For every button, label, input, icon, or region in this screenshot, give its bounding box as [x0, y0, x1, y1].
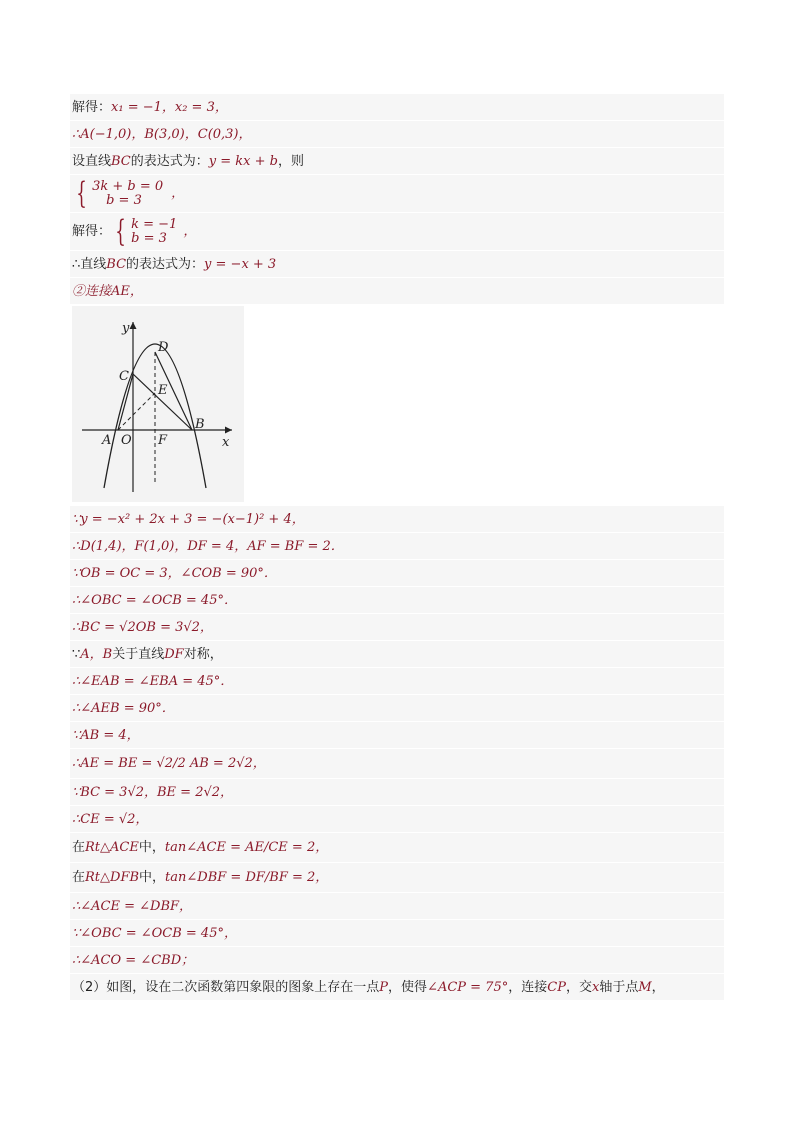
math: ∵AB = 4，	[72, 727, 140, 743]
solution-line	[70, 614, 724, 641]
label-f: F	[158, 433, 168, 448]
parabola-figure	[72, 306, 244, 502]
math: M	[638, 979, 652, 995]
text: ，交	[565, 979, 592, 995]
figure-container	[70, 305, 724, 506]
math: BC	[106, 256, 127, 272]
solution-line	[70, 506, 724, 533]
solution-line	[70, 560, 724, 587]
solution-line	[70, 806, 724, 833]
math: Rt△ACE	[85, 840, 139, 855]
text: 关于直线	[112, 646, 165, 662]
text: 中，	[139, 870, 166, 885]
text: （2）如图，设在二次函数第四象限的图象上存在一点	[72, 979, 380, 995]
text: ，使得	[388, 979, 428, 995]
system-row: b = 3	[106, 192, 142, 208]
text: 解得：	[72, 224, 112, 239]
math: DF	[164, 646, 184, 662]
math: BC	[111, 153, 131, 169]
solution-line	[70, 148, 724, 175]
text: 在	[72, 870, 86, 885]
math: ，	[183, 224, 197, 239]
label-e: E	[158, 383, 168, 398]
label-y: y	[122, 321, 130, 336]
label-d: D	[158, 340, 169, 355]
system-row: 3k + b = 0	[92, 178, 164, 194]
math: ∵BC = 3√2，BE = 2√2，	[72, 784, 234, 800]
label-a: A	[102, 433, 112, 448]
math: ∠ACP = 75°	[427, 979, 509, 995]
solution-line	[70, 251, 724, 278]
math: y = kx + b	[208, 153, 278, 169]
solution-line	[70, 641, 724, 668]
math: ∴∠EAB = ∠EBA = 45°．	[72, 673, 234, 689]
text: ∴直线	[72, 256, 107, 272]
text: 的表达式为：	[130, 153, 209, 169]
label-c: C	[119, 369, 129, 384]
brace-icon: {	[115, 213, 126, 249]
system	[111, 213, 178, 249]
math: ∵y = −x² + 2x + 3 = −(x−1)² + 4，	[72, 511, 305, 527]
math: ∴∠AEB = 90°．	[72, 700, 175, 716]
equation-system	[70, 213, 724, 251]
solution-line	[70, 920, 724, 947]
math: ②连接AE，	[72, 283, 143, 299]
text: ，则	[277, 153, 304, 169]
text: 中，	[138, 840, 165, 855]
text: 的表达式为：	[126, 256, 205, 272]
math: tan∠DBF = DF/BF = 2，	[165, 870, 329, 885]
math: y = −x + 3	[204, 256, 277, 272]
solution-line	[70, 833, 724, 863]
text: ，连接	[508, 979, 548, 995]
solution-line	[70, 722, 724, 749]
math: ∴D(1,4)，F(1,0)，DF = 4，AF = BF = 2．	[72, 538, 344, 554]
system-row: k = −1	[131, 216, 178, 232]
math: tan∠ACE = AE/CE = 2，	[164, 840, 329, 855]
solution-content	[70, 94, 724, 1001]
solution-line	[70, 893, 724, 920]
solution-line	[70, 779, 724, 806]
label-b: B	[195, 417, 205, 432]
math: ∵OB = OC = 3，∠COB = 90°．	[72, 565, 277, 581]
parabola-diagram	[72, 306, 244, 502]
solution-line	[70, 278, 724, 305]
math: x₁ = −1，x₂ = 3，	[111, 99, 228, 115]
solution-line	[70, 94, 724, 121]
math: ∴AE = BE = √2/2 AB = 2√2，	[72, 756, 266, 771]
system	[72, 175, 164, 211]
solution-line	[70, 947, 724, 974]
label-x: x	[222, 435, 230, 450]
math: A，B	[80, 646, 113, 662]
solution-line	[70, 863, 724, 893]
label-o: O	[121, 433, 132, 448]
math: Rt△DFB	[85, 870, 140, 885]
math: ∴∠ACE = ∠DBF，	[72, 898, 193, 914]
text: 设直线	[72, 153, 112, 169]
math: ∴∠OBC = ∠OCB = 45°．	[72, 592, 237, 608]
system-row: b = 3	[131, 230, 167, 246]
math: ∴A(−1,0)，B(3,0)，C(0,3)，	[72, 126, 252, 142]
solution-line	[70, 668, 724, 695]
math: P	[379, 979, 389, 995]
text: 轴于点	[599, 979, 639, 995]
brace-icon: {	[76, 175, 87, 211]
math: ∴BC = √2OB = 3√2，	[72, 619, 213, 635]
math: ∵∠OBC = ∠OCB = 45°，	[72, 925, 237, 941]
text: 解得：	[72, 99, 112, 115]
text: 在	[72, 840, 86, 855]
equation-system	[70, 175, 724, 213]
solution-line	[70, 974, 724, 1001]
text: ，	[651, 979, 665, 995]
math: ∴∠ACO = ∠CBD；	[72, 952, 195, 968]
math: ∴CE = √2，	[72, 811, 149, 827]
solution-line	[70, 749, 724, 779]
solution-line	[70, 121, 724, 148]
math: x	[591, 979, 600, 995]
solution-line	[70, 587, 724, 614]
solution-line	[70, 533, 724, 560]
math: CP	[547, 979, 566, 995]
solution-line	[70, 695, 724, 722]
text: ∵	[72, 646, 81, 662]
math: ，	[171, 186, 185, 201]
text: 对称，	[183, 646, 223, 662]
